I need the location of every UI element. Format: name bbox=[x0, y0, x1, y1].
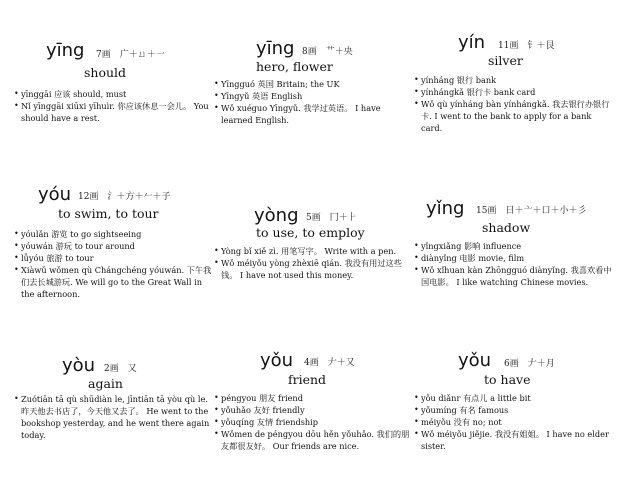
card-stroke-info: 7画 广＋ㄩ＋一 bbox=[96, 50, 165, 60]
card-pinyin: yǒu bbox=[260, 350, 294, 371]
example-item: • Wǒ méiyǒu jiějie. 我没有姐姐。 I have no elder sister. bbox=[414, 428, 614, 452]
card-pinyin: yīng bbox=[256, 38, 295, 59]
character-card bbox=[214, 38, 414, 126]
example-item: • yínhángkǎ 银行卡 bank card bbox=[414, 86, 614, 98]
example-item: • diànyǐng 电影 movie, film bbox=[414, 252, 614, 264]
example-list bbox=[214, 78, 414, 126]
card-stroke-info: 4画 𠂇＋又 bbox=[304, 358, 355, 368]
card-stroke-info: 8画 艹＋央 bbox=[302, 47, 353, 57]
example-item: • yǒuhǎo 友好 friendly bbox=[214, 404, 414, 416]
example-list bbox=[14, 393, 214, 441]
character-card bbox=[214, 205, 414, 281]
example-item: • lǚyóu 旅游 to tour bbox=[14, 252, 214, 264]
card-stroke-info: 12画 氵＋方＋𠂉＋子 bbox=[78, 192, 171, 202]
example-item: • Yīngyǔ 英语 English bbox=[214, 90, 414, 102]
card-stroke-info: 6画 𠂇＋月 bbox=[504, 359, 555, 369]
example-item: • Nǐ yīnggāi xiūxi yīhuìr. 你应该休息一会儿。 You should have a rest. bbox=[14, 100, 214, 124]
card-pinyin: yīng bbox=[46, 40, 85, 61]
card-meaning: to have bbox=[484, 372, 531, 387]
card-pinyin: yòu bbox=[62, 355, 96, 376]
card-meaning: to use, to employ bbox=[256, 225, 365, 240]
card-stroke-info: 2画 又 bbox=[104, 364, 137, 374]
example-item: • méiyǒu 没有 no; not bbox=[414, 416, 614, 428]
example-item: • Yòng bǐ xiě zì. 用笔写字。 Write with a pen. bbox=[214, 245, 414, 257]
example-item: • yǒuqíng 友情 friendship bbox=[214, 416, 414, 428]
character-card bbox=[414, 32, 614, 134]
example-item: • yīnggāi 应该 should, must bbox=[14, 88, 214, 100]
example-list bbox=[14, 88, 214, 124]
example-item: • Wǒ méiyǒu yòng zhèxiē qián. 我没有用过这些钱。 I have not used this money. bbox=[214, 257, 414, 281]
example-item: • Zuótiān tā qù shūdiàn le, jīntiān tā yòu qù le. 昨天他去书店了，今天他又去了。 He went to the bookshop yesterday, and he went there again today. bbox=[14, 393, 214, 441]
example-item: • Xiàwǔ wǒmen qù Chángchéng yóuwán. 下午我们去长城游玩. We will go to the Great Wall in the afternoon. bbox=[14, 264, 214, 300]
card-meaning: friend bbox=[288, 372, 327, 387]
character-card bbox=[414, 350, 614, 452]
card-pinyin: yǒu bbox=[458, 350, 492, 371]
card-meaning: hero, flower bbox=[256, 59, 333, 74]
card-pinyin: yóu bbox=[38, 184, 72, 205]
character-card bbox=[14, 184, 214, 300]
character-card bbox=[214, 350, 414, 452]
example-item: • yǐngxiǎng 影响 influence bbox=[414, 240, 614, 252]
card-stroke-info: 5画 冂＋⺊ bbox=[306, 213, 357, 223]
example-item: • yóuwán 游玩 to tour around bbox=[14, 240, 214, 252]
card-pinyin: yǐng bbox=[426, 198, 465, 219]
card-stroke-info: 11画 钅＋艮 bbox=[498, 41, 555, 51]
example-item: • yǒumíng 有名 famous bbox=[414, 404, 614, 416]
example-list bbox=[414, 392, 614, 452]
example-item: • Wǒmen de péngyou dōu hěn yǒuhǎo. 我们的朋友都很友好。 Our friends are nice. bbox=[214, 428, 414, 452]
example-item: • yínháng 银行 bank bbox=[414, 74, 614, 86]
example-list bbox=[414, 74, 614, 134]
character-card bbox=[14, 40, 214, 124]
example-item: • Wǒ qù yínháng bàn yínhángkǎ. 我去银行办银行卡. I went to the bank to apply for a bank card. bbox=[414, 98, 614, 134]
example-list bbox=[414, 240, 614, 288]
example-item: • yóulǎn 游览 to go sightseeing bbox=[14, 228, 214, 240]
example-item: • yǒu diǎnr 有点儿 a little bit bbox=[414, 392, 614, 404]
character-card bbox=[414, 198, 614, 288]
card-meaning: again bbox=[88, 376, 123, 391]
example-item: • Yīngguó 英国 Britain; the UK bbox=[214, 78, 414, 90]
card-pinyin: yòng bbox=[254, 205, 299, 226]
example-list bbox=[14, 228, 214, 300]
character-card bbox=[14, 355, 214, 441]
card-pinyin: yín bbox=[458, 32, 486, 53]
card-stroke-info: 15画 日＋亠＋口＋小＋彡 bbox=[476, 206, 587, 216]
example-item: • péngyou 朋友 friend bbox=[214, 392, 414, 404]
card-meaning: to swim, to tour bbox=[58, 206, 159, 221]
example-list bbox=[214, 245, 414, 281]
example-list bbox=[214, 392, 414, 452]
card-meaning: shadow bbox=[482, 220, 531, 235]
example-item: • Wǒ xuéguo Yīngyǔ. 我学过英语。 I have learned English. bbox=[214, 102, 414, 126]
card-meaning: should bbox=[84, 65, 127, 80]
example-item: • Wǒ xǐhuan kàn Zhōngguó diànyǐng. 我喜欢看中国电影。 I like watching Chinese movies. bbox=[414, 264, 614, 288]
card-meaning: silver bbox=[488, 53, 523, 68]
